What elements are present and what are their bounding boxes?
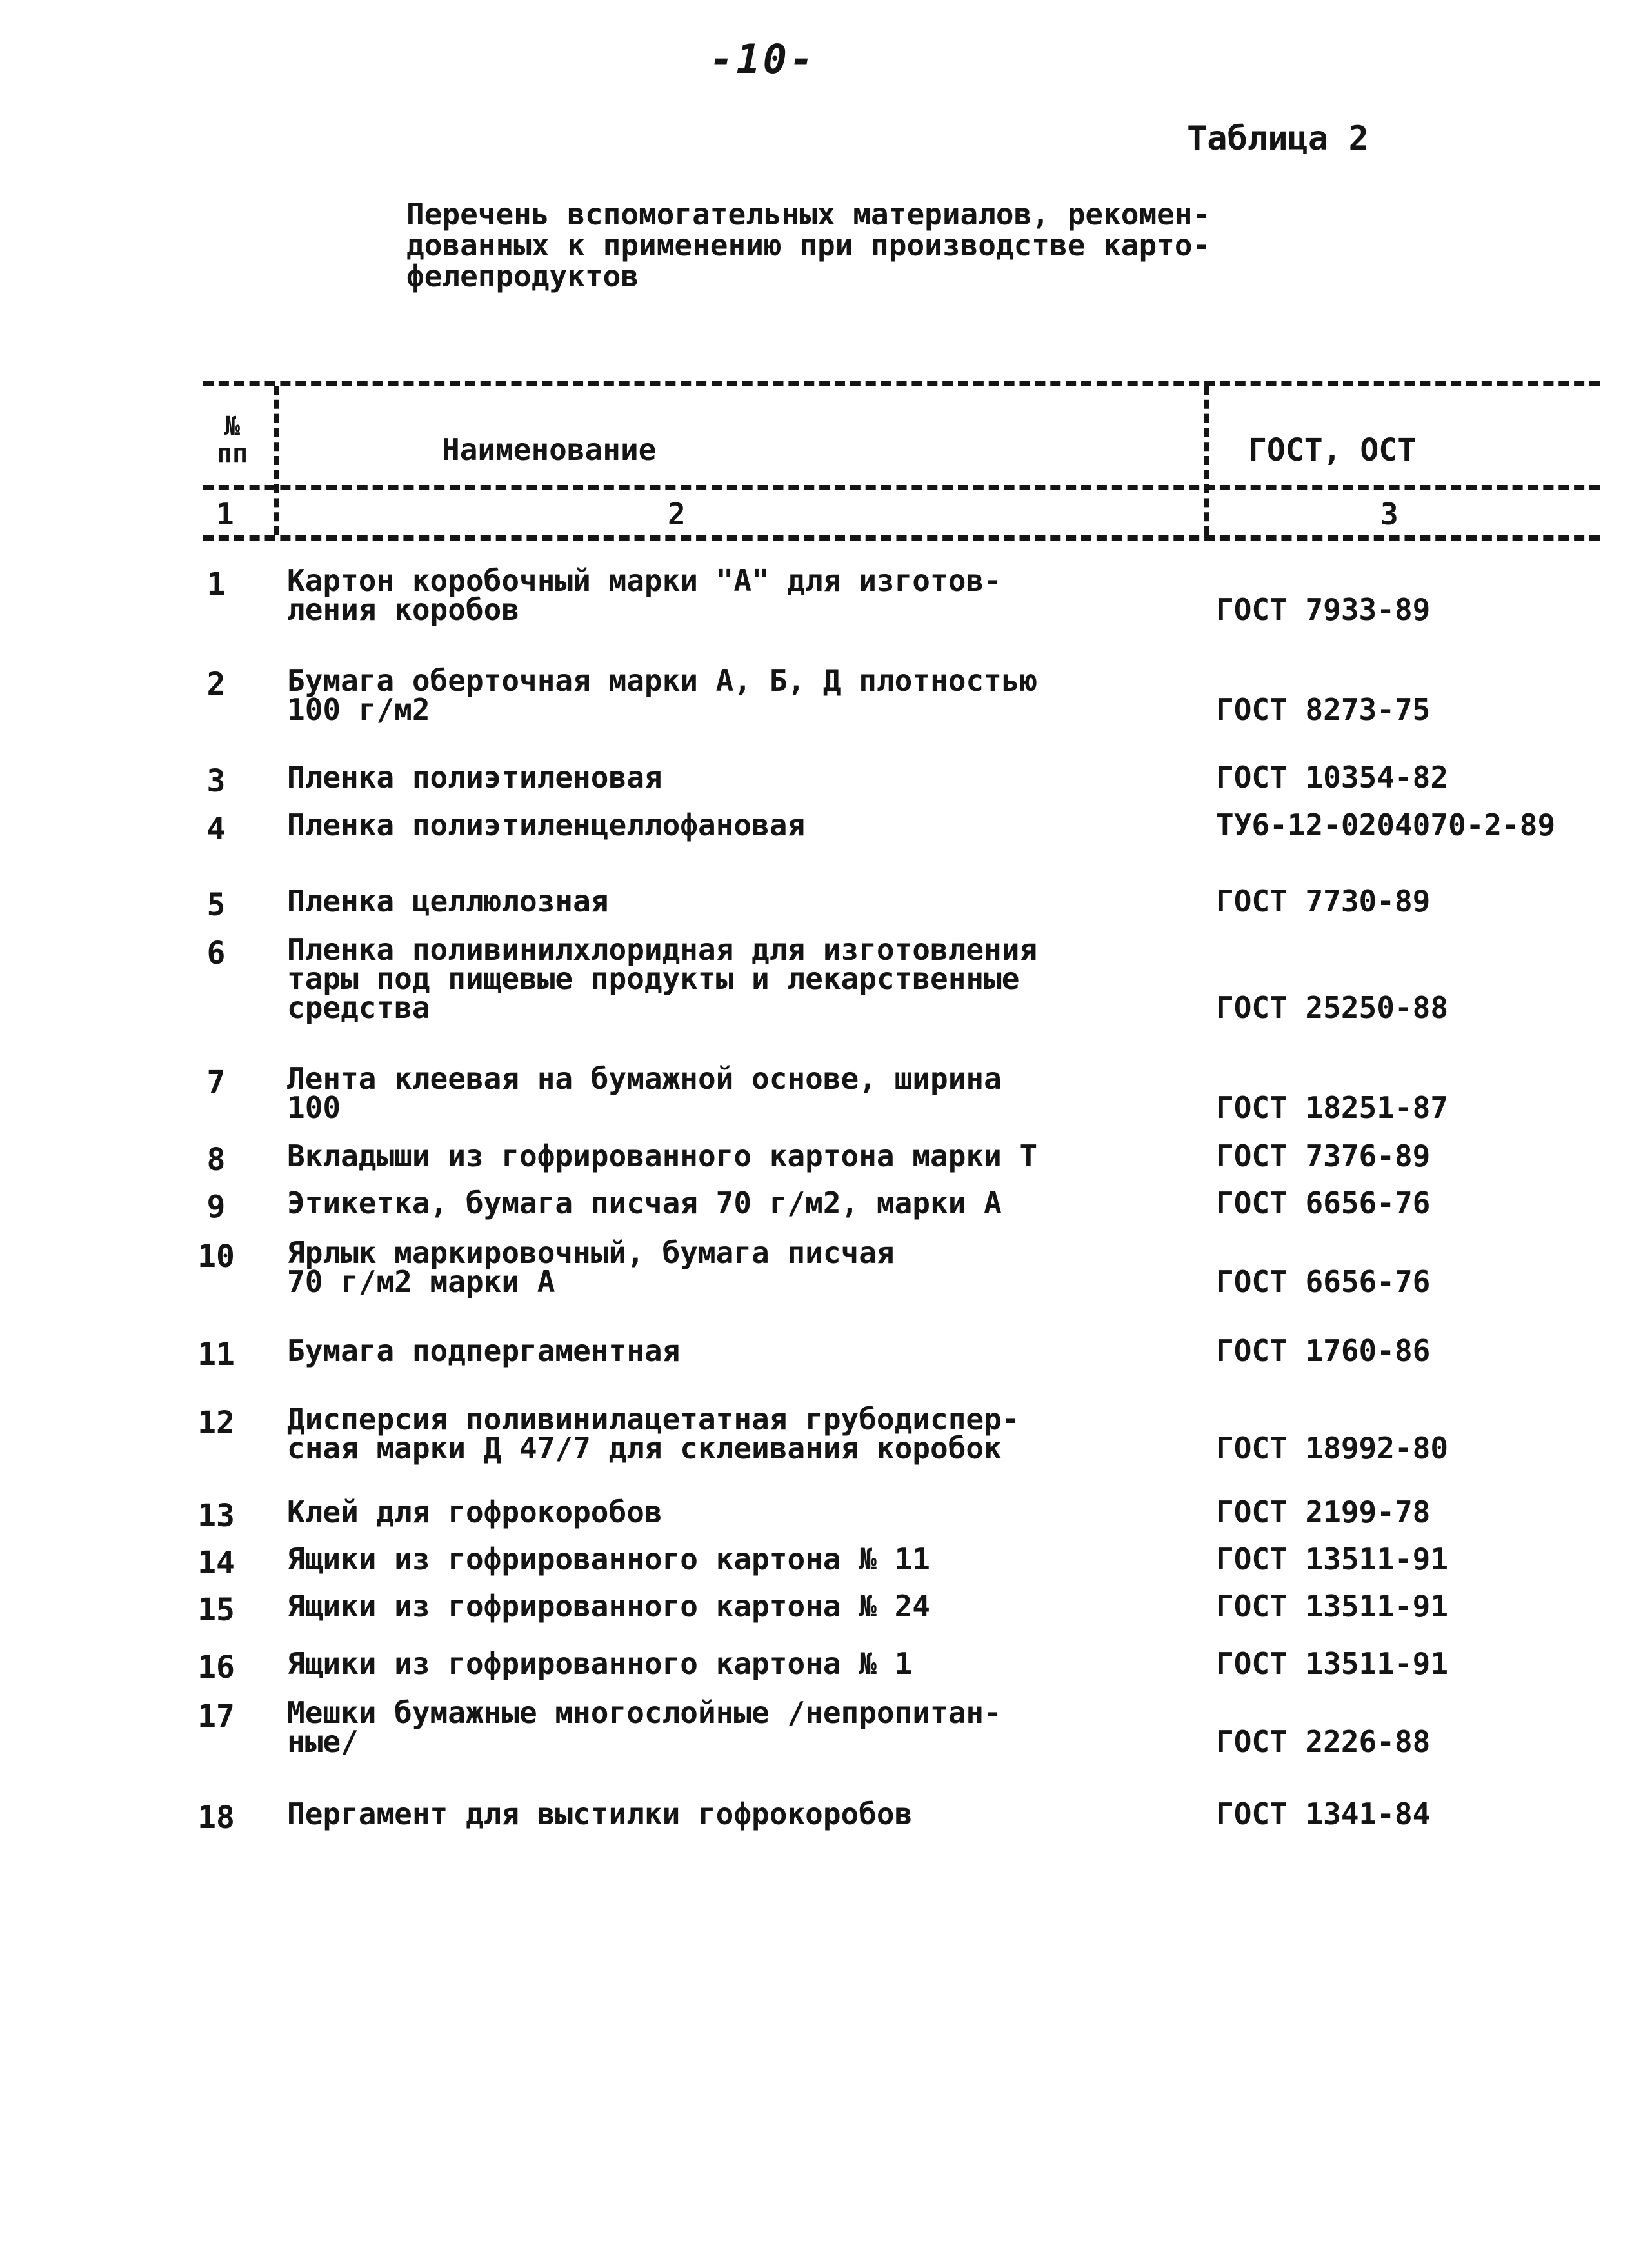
row-name-line: Пленка поливинилхлоридная для изготовления <box>287 932 1038 967</box>
row-name-line: Пергамент для выстилки гофрокоробов <box>287 1796 913 1831</box>
row-name <box>287 1333 1203 1368</box>
row-name <box>287 1061 1203 1125</box>
row-standard: ГОСТ 7376-89 <box>1216 1139 1431 1173</box>
row-name-line: Мешки бумажные многослойные /непропитан- <box>287 1695 1002 1730</box>
row-standard: ГОСТ 7933-89 <box>1216 592 1431 627</box>
row-number: 2 <box>206 666 226 702</box>
title-line: Перечень вспомогательных материалов, рекомен- <box>406 197 1211 232</box>
row-name-line: средства <box>287 990 430 1025</box>
row-number: 12 <box>197 1405 235 1441</box>
row-name-line: ления коробов <box>287 592 520 627</box>
row-name-line: тары под пищевые продукты и лекарственные <box>287 961 1020 996</box>
row-name <box>287 1542 1203 1577</box>
row-name <box>287 563 1203 627</box>
row-name <box>287 1186 1203 1220</box>
row-name-line: Клей для гофрокоробов <box>287 1495 662 1529</box>
row-standard: ГОСТ 8273-75 <box>1216 692 1431 727</box>
row-name-line: Ящики из гофрированного картона № 1 <box>287 1646 913 1681</box>
column-number-1: 1 <box>216 497 234 532</box>
row-name <box>287 1495 1203 1529</box>
row-standard: ГОСТ 13511-91 <box>1216 1646 1449 1681</box>
row-name-line: ные/ <box>287 1724 359 1759</box>
row-standard: ГОСТ 1760-86 <box>1216 1333 1431 1368</box>
row-standard: ГОСТ 13511-91 <box>1216 1589 1449 1624</box>
row-name <box>287 760 1203 795</box>
row-name-line: 100 <box>287 1090 341 1125</box>
row-name-line: Ящики из гофрированного картона № 24 <box>287 1589 930 1624</box>
row-standard: ГОСТ 13511-91 <box>1216 1542 1449 1577</box>
title-line: дованных к применению при производстве карто- <box>406 228 1211 263</box>
row-name-line: Ящики из гофрированного картона № 11 <box>287 1542 930 1577</box>
row-standard: ТУ6-12-0204070-2-89 <box>1216 808 1556 842</box>
row-name <box>287 1235 1203 1299</box>
row-name <box>287 932 1203 1025</box>
std-column-header: ГОСТ, ОСТ <box>1248 432 1417 468</box>
row-number: 8 <box>206 1142 226 1178</box>
row-name <box>287 1402 1203 1466</box>
row-name <box>287 1695 1203 1759</box>
row-number: 7 <box>206 1064 226 1100</box>
row-number: 6 <box>206 935 226 971</box>
row-standard: ГОСТ 18251-87 <box>1216 1090 1449 1125</box>
row-standard: ГОСТ 6656-76 <box>1216 1264 1431 1299</box>
row-number: 15 <box>197 1592 235 1628</box>
row-number: 11 <box>197 1337 235 1373</box>
row-name-line: Картон коробочный марки "А" для изготов- <box>287 563 1002 598</box>
row-name-line: сная марки Д 47/7 для склеивания коробок <box>287 1431 1002 1466</box>
row-name <box>287 663 1203 727</box>
row-name-line: Ярлык маркировочный, бумага писчая <box>287 1235 895 1270</box>
num-column-header: № пп <box>216 412 248 468</box>
name-column-header: Наименование <box>442 432 657 467</box>
row-number: 16 <box>197 1649 235 1686</box>
row-name-line: Пленка полиэтиленцеллофановая <box>287 808 806 842</box>
row-number: 10 <box>197 1238 235 1275</box>
row-number: 13 <box>197 1498 235 1534</box>
row-name-line: 100 г/м2 <box>287 692 430 727</box>
row-standard: ГОСТ 6656-76 <box>1216 1186 1431 1220</box>
row-name-line: 70 г/м2 марки А <box>287 1264 555 1299</box>
row-standard: ГОСТ 2199-78 <box>1216 1495 1431 1529</box>
row-name-line: Пленка полиэтиленовая <box>287 760 662 795</box>
row-number: 3 <box>206 763 226 799</box>
row-name <box>287 808 1203 842</box>
row-name <box>287 1589 1203 1624</box>
row-name-line: Бумага оберточная марки А, Б, Д плотностью <box>287 663 1038 698</box>
row-number: 1 <box>206 566 226 602</box>
row-name <box>287 1646 1203 1681</box>
row-standard: ГОСТ 25250-88 <box>1216 990 1449 1025</box>
row-name <box>287 884 1203 919</box>
row-standard: ГОСТ 2226-88 <box>1216 1724 1431 1759</box>
row-name-line: Вкладыши из гофрированного картона марки Т <box>287 1139 1038 1173</box>
row-name-line: Пленка целлюлозная <box>287 884 609 919</box>
row-number: 14 <box>197 1545 235 1581</box>
row-number: 5 <box>206 887 226 923</box>
row-name-line: Дисперсия поливинилацетатная грубодиспер- <box>287 1402 1020 1437</box>
table-label: Таблица 2 <box>1187 119 1369 158</box>
title-line: фелепродуктов <box>406 259 639 293</box>
row-name <box>287 1139 1203 1173</box>
row-name-line: Этикетка, бумага писчая 70 г/м2, марки А <box>287 1186 1002 1220</box>
row-standard: ГОСТ 7730-89 <box>1216 884 1431 919</box>
column-number-3: 3 <box>1380 497 1398 532</box>
row-standard: ГОСТ 10354-82 <box>1216 760 1449 795</box>
row-name <box>287 1796 1203 1831</box>
page-number: -10- <box>710 35 817 83</box>
row-number: 17 <box>197 1698 235 1735</box>
row-name-line: Лента клеевая на бумажной основе, ширина <box>287 1061 1002 1096</box>
row-number: 4 <box>206 811 226 847</box>
row-number: 9 <box>206 1189 226 1225</box>
row-standard: ГОСТ 18992-80 <box>1216 1431 1449 1466</box>
row-number: 18 <box>197 1800 235 1836</box>
column-number-2: 2 <box>668 497 686 532</box>
row-standard: ГОСТ 1341-84 <box>1216 1796 1431 1831</box>
row-name-line: Бумага подпергаментная <box>287 1333 681 1368</box>
